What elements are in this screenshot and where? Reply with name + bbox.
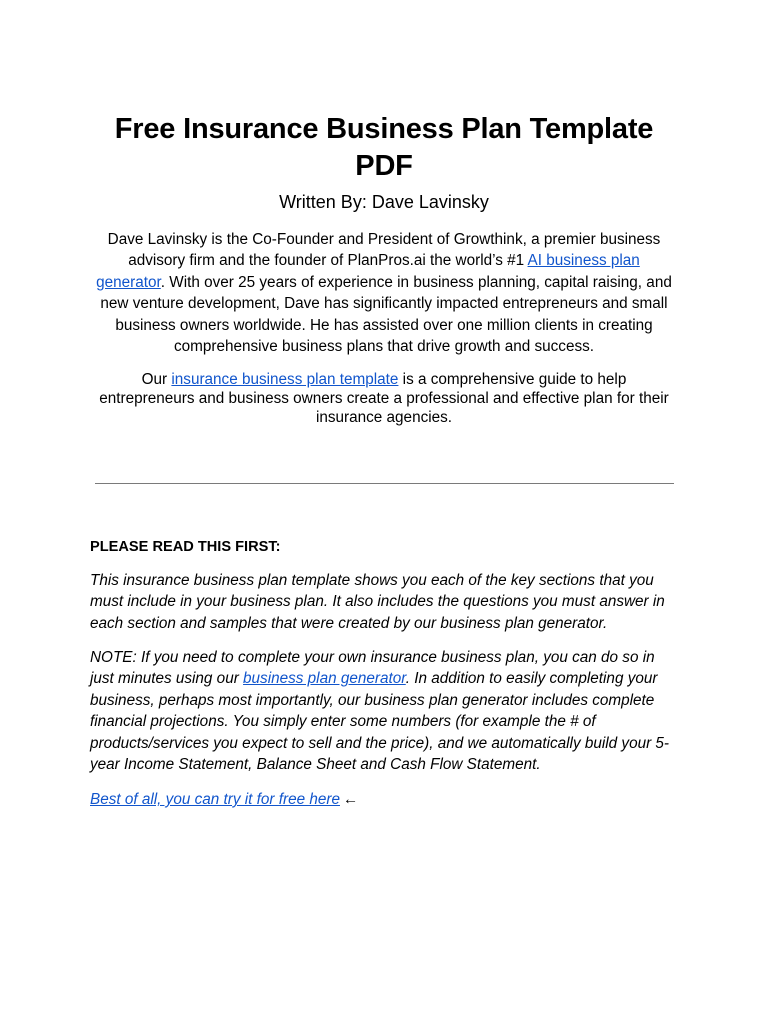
note-text-end: . In addition to easily completing your business, perhaps most importantly, our business plan generator includes complete financial projections. You simply enter some numbers (for example the # of products/services you expect to sell and the price), and we automatically build your 5-year Income Statement, Balance Sheet and Cash Flow Statement.: [90, 670, 670, 774]
free-trial-line: [90, 789, 682, 810]
ai-business-plan-generator-link[interactable]: AI business plan generator: [96, 252, 640, 291]
intro-text-start: Our: [141, 371, 172, 388]
template-intro: [92, 370, 676, 427]
bio-text-end: . With over 25 years of experience in business planning, capital raising, and new venture development, Dave has significantly impacted entrepreneurs and small business owners worldwide. He has assisted over one million clients in creating comprehensive business plans that drive growth and success.: [100, 273, 672, 356]
note-text-start: NOTE: If you need to complete your own insurance business plan, you can do so in just minutes using our: [90, 649, 655, 688]
read-first-heading: PLEASE READ THIS FIRST:: [90, 539, 281, 555]
insurance-template-link[interactable]: insurance business plan template: [171, 371, 399, 388]
page-title: Free Insurance Business Plan Template PDF: [114, 113, 654, 182]
template-description: This insurance business plan template shows you each of the key sections that you must include in your business plan. It also includes the questions you must answer in each section and samples that were created by our business plan generator.: [90, 572, 665, 632]
author-bio: [92, 229, 676, 357]
intro-text-end: is a comprehensive guide to help entrepreneurs and business owners create a professional and effective plan for their insurance agencies.: [99, 371, 669, 426]
left-arrow-icon: ←: [342, 791, 359, 808]
business-plan-generator-link[interactable]: business plan generator: [243, 670, 406, 688]
free-trial-link[interactable]: Best of all, you can try it for free here: [90, 791, 340, 808]
bio-text-start: Dave Lavinsky is the Co-Founder and President of Growthink, a premier business advisory firm and the founder of PlanPros.ai the world’s #1: [107, 231, 661, 270]
horizontal-divider: [95, 483, 674, 484]
note-paragraph: [90, 647, 682, 775]
author-byline: Written By: Dave Lavinsky: [279, 192, 489, 212]
